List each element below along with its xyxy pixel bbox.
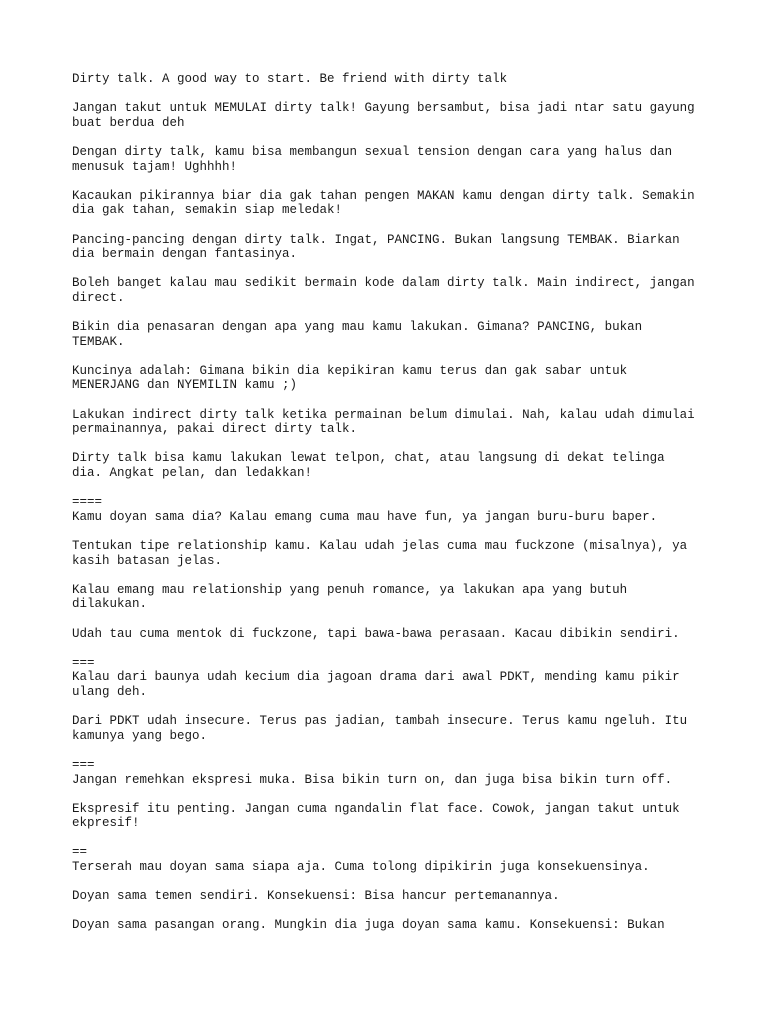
section-separator: ====: [72, 495, 103, 510]
paragraph: Lakukan indirect dirty talk ketika permainan belum dimulai. Nah, kalau udah dimulai permainannya, pakai direct dirty talk.: [72, 407, 695, 437]
paragraph: Dengan dirty talk, kamu bisa membangun sexual tension dengan cara yang halus dan menusuk tajam! Ughhhh!: [72, 144, 673, 174]
paragraph: Dari PDKT udah insecure. Terus pas jadian, tambah insecure. Terus kamu ngeluh. Itu kamunya yang bego.: [72, 714, 688, 743]
paragraph: Kamu doyan sama dia? Kalau emang cuma mau have fun, ya jangan buru-buru baper.: [72, 509, 658, 524]
section-separator: ==: [72, 845, 88, 860]
paragraph: Pancing-pancing dengan dirty talk. Ingat, PANCING. Bukan langsung TEMBAK. Biarkan dia bermain dengan fantasinya.: [72, 232, 680, 262]
paragraph: Jangan takut untuk MEMULAI dirty talk! Gayung bersambut, bisa jadi ntar satu gayung buat berdua deh: [72, 101, 695, 130]
paragraph: Dirty talk. A good way to start. Be friend with dirty talk: [72, 72, 508, 86]
paragraph: Dirty talk bisa kamu lakukan lewat telpon, chat, atau langsung di dekat telinga dia. Angkat pelan, dan ledakkan!: [72, 451, 665, 481]
paragraph: Doyan sama temen sendiri. Konsekuensi: Bisa hancur pertemanannya.: [72, 889, 560, 904]
paragraph: Udah tau cuma mentok di fuckzone, tapi bawa-bawa perasaan. Kacau dibikin sendiri.: [72, 626, 680, 641]
paragraph: Jangan remehkan ekspresi muka. Bisa bikin turn on, dan juga bisa bikin turn off.: [72, 772, 673, 787]
paragraph: Kuncinya adalah: Gimana bikin dia kepikiran kamu terus dan gak sabar untuk MENERJANG dan NYEMILIN kamu ;): [72, 363, 628, 393]
paragraph: Bikin dia penasaran dengan apa yang mau kamu lakukan. Gimana? PANCING, bukan TEMBAK.: [72, 320, 643, 349]
paragraph: Tentukan tipe relationship kamu. Kalau udah jelas cuma mau fuckzone (misalnya), ya kasih batasan jelas.: [72, 539, 688, 568]
document-body: [72, 72, 712, 948]
paragraph: Kalau dari baunya udah kecium dia jagoan drama dari awal PDKT, mending kamu pikir ulang deh.: [72, 670, 680, 699]
paragraph: Ekspresif itu penting. Jangan cuma ngandalin flat face. Cowok, jangan takut untuk ekpresif!: [72, 801, 680, 831]
paragraph: Kalau emang mau relationship yang penuh romance, ya lakukan apa yang butuh dilakukan.: [72, 582, 628, 612]
section-separator: ===: [72, 757, 95, 772]
paragraph: Doyan sama pasangan orang. Mungkin dia juga doyan sama kamu. Konsekuensi: Bukan: [72, 918, 665, 933]
paragraph: Boleh banget kalau mau sedikit bermain kode dalam dirty talk. Main indirect, jangan direct.: [72, 276, 695, 305]
paragraph: Kacaukan pikirannya biar dia gak tahan pengen MAKAN kamu dengan dirty talk. Semakin dia gak tahan, semakin siap meledak!: [72, 188, 695, 218]
section-separator: ===: [72, 655, 95, 670]
paragraph: Terserah mau doyan sama siapa aja. Cuma tolong dipikirin juga konsekuensinya.: [72, 860, 650, 875]
